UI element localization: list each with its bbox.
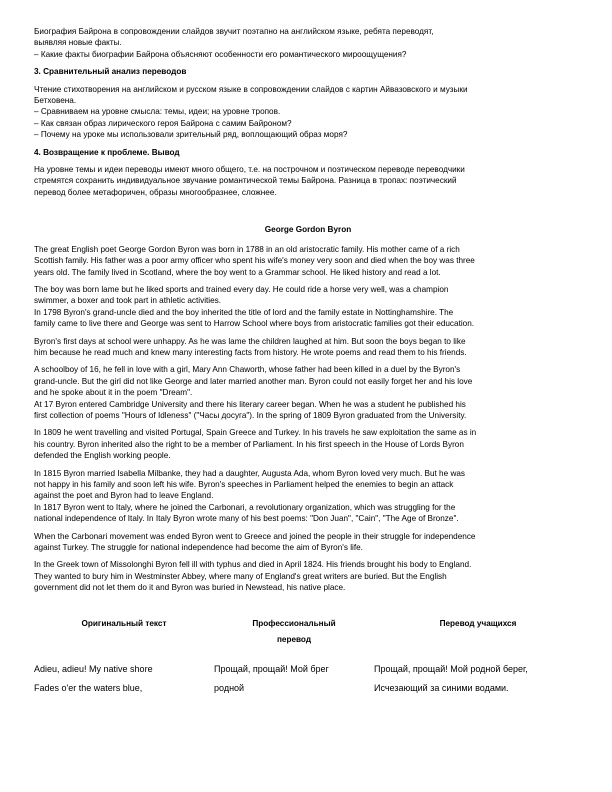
cell-line: Adieu, adieu! My native shore (34, 663, 153, 674)
biography-paragraph (34, 364, 582, 421)
text-line: against the poet and Byron had to leave England. (34, 491, 214, 501)
text-line: Byron's first days at school were unhappy. As he was lame the children laughed at him. But soon the boys began to like (34, 336, 466, 346)
cell-line: Исчезающий за синими водами. (374, 682, 509, 693)
text-line: In 1817 Byron went to Italy, where he joined the Carbonari, a revolutionary organization, which was struggling for the (34, 502, 456, 512)
cell-line: Fades o'er the waters blue, (34, 682, 143, 693)
text-line: swimmer, a boxer and took part in athletic activities. (34, 296, 222, 306)
text-line: Биография Байрона в сопровождении слайдов звучит поэтапно на английском языке, ребята переводят, (34, 27, 434, 36)
intro-paragraph-1 (34, 26, 582, 60)
text-line: In the Greek town of Missolonghi Byron fell ill with typhus and died in April 1824. His friends brought his body to England. (34, 560, 472, 570)
biography-paragraph (34, 336, 582, 359)
biography-paragraph (34, 244, 582, 278)
text-line: Чтение стихотворения на английском и русском языке в сопровождении слайдов с картин Айвазовского и музыки (34, 84, 468, 94)
translation-table (34, 616, 582, 698)
intro-paragraph-2 (34, 84, 582, 141)
section-heading-4: 4. Возвращение к проблеме. Вывод (34, 147, 180, 157)
text-line: When the Carbonari movement was ended Byron went to Greece and joined the people in their struggle for independence (34, 531, 476, 541)
text-line: family came to live there and George was sent to Harrow School where boys from aristocratic families got their education. (34, 319, 475, 329)
text-line: На уровне темы и идеи переводы имеют много общего, т.е. на построчном и поэтическом переводе переводчики (34, 165, 465, 175)
text-line: стремятся сохранить индивидуальное звучание романтической темы Байрона. Разница в тропах: поэтический (34, 176, 457, 186)
text-line: At 17 Byron entered Cambridge University and there his literary career began. When he was a student he published his (34, 399, 466, 409)
biography-paragraph (34, 427, 582, 461)
column-header-original (34, 616, 214, 648)
cell-original (34, 660, 214, 698)
text-line: first collection of poems "Hours of Idleness" ("Часы досуга"). In the spring of 1809 Byron graduated from the University. (34, 410, 467, 420)
text-line: national independence of Italy. In Italy Byron wrote many of his best poems: "Don Juan", "Cain", "The Age of Bronze". (34, 514, 459, 524)
biography-title: George Gordon Byron (264, 225, 352, 235)
intro-paragraph-3 (34, 164, 582, 198)
text-line: government did not let them do it and Byron was buried in Newstead, his native place. (34, 583, 346, 593)
header-line: перевод (276, 634, 312, 644)
text-line: against Turkey. The struggle for national independence had become the aim of Byron's life. (34, 543, 363, 553)
biography-paragraph (34, 531, 582, 554)
text-line: defended the English working people. (34, 451, 171, 461)
header-line: Оригинальный текст (81, 618, 167, 628)
header-line: Перевод учащихся (439, 618, 517, 628)
document-page (34, 26, 582, 698)
text-line: – Как связан образ лирического героя Байрона с самим Байроном? (34, 118, 292, 128)
cell-line: Прощай, прощай! Мой родной берег, (374, 663, 528, 674)
biography-paragraph (34, 559, 582, 593)
text-line: перевод более метафоричен, образы многообразнее, сложнее. (34, 187, 277, 197)
text-line: Бетховена. (34, 96, 77, 106)
section-heading-3: 3. Сравнительный анализ переводов (34, 67, 187, 77)
text-line: years old. The family lived in Scotland, where the boy went to a Grammar school. He liked history and read a lot. (34, 267, 441, 277)
text-line: They wanted to bury him in Westminster Abbey, where many of England's great writers are buried. But the English (34, 571, 447, 581)
text-line: – Какие факты биографии Байрона объясняют особенности его романтического мироощущения? (34, 49, 407, 59)
text-line: выявляя новые факты. (34, 38, 122, 48)
text-line: – Сравниваем на уровне смысла: темы, идеи; на уровне тропов. (34, 107, 281, 117)
text-line: not happy in his family and soon left his wife. Byron's speeches in Parliament helped the enemies to begin an attack (34, 480, 454, 489)
text-line: The boy was born lame but he liked sports and trained every day. He could ride a horse very well, was a champion (34, 284, 449, 294)
text-line: and he spoke about it in the poem "Dream". (34, 388, 193, 398)
cell-line: родной (214, 682, 245, 693)
cell-professional (214, 660, 374, 698)
text-line: In 1798 Byron's grand-uncle died and the boy inherited the title of lord and the family estate in Nottinghamshire. The (34, 307, 454, 317)
text-line: In 1815 Byron married Isabella Milbanke, they had a daughter, Augusta Ada, whom Byron loved very much. But he was (34, 468, 466, 478)
biography-paragraph (34, 468, 582, 525)
text-line: The great English poet George Gordon Byron was born in 1788 in an old aristocratic family. His mother came of a rich (34, 244, 460, 254)
text-line: him because he read much and knew many interesting facts from history. He wrote poems and read them to his friends. (34, 347, 467, 357)
biography-body (34, 244, 582, 594)
text-line: In 1809 he went travelling and visited Portugal, Spain Greece and Turkey. In his travels he saw exploitation the same as in (34, 428, 477, 438)
cell-student (374, 660, 582, 698)
biography-paragraph (34, 284, 582, 330)
text-line: grand-uncle. But the girl did not like George and later married another man. Byron could not easily forget her and his love (34, 376, 473, 386)
text-line: A schoolboy of 16, he fell in love with a girl, Mary Ann Chaworth, whose father had been killed in a duel by the Byron's (34, 365, 461, 375)
header-line: Профессиональный (252, 618, 336, 628)
text-line: Scottish family. His father was a poor army officer who spent his wife's money very soon and died when the boy was three (34, 256, 475, 266)
cell-line: Прощай, прощай! Мой брег (214, 663, 329, 674)
column-header-professional (214, 616, 374, 648)
text-line: his country. Byron inherited also the right to be a member of Parliament. In his first speech in the House of Lords Byron (34, 439, 464, 449)
column-header-student (374, 616, 582, 648)
text-line: – Почему на уроке мы использовали зрительный ряд, воплощающий образ моря? (34, 130, 348, 140)
